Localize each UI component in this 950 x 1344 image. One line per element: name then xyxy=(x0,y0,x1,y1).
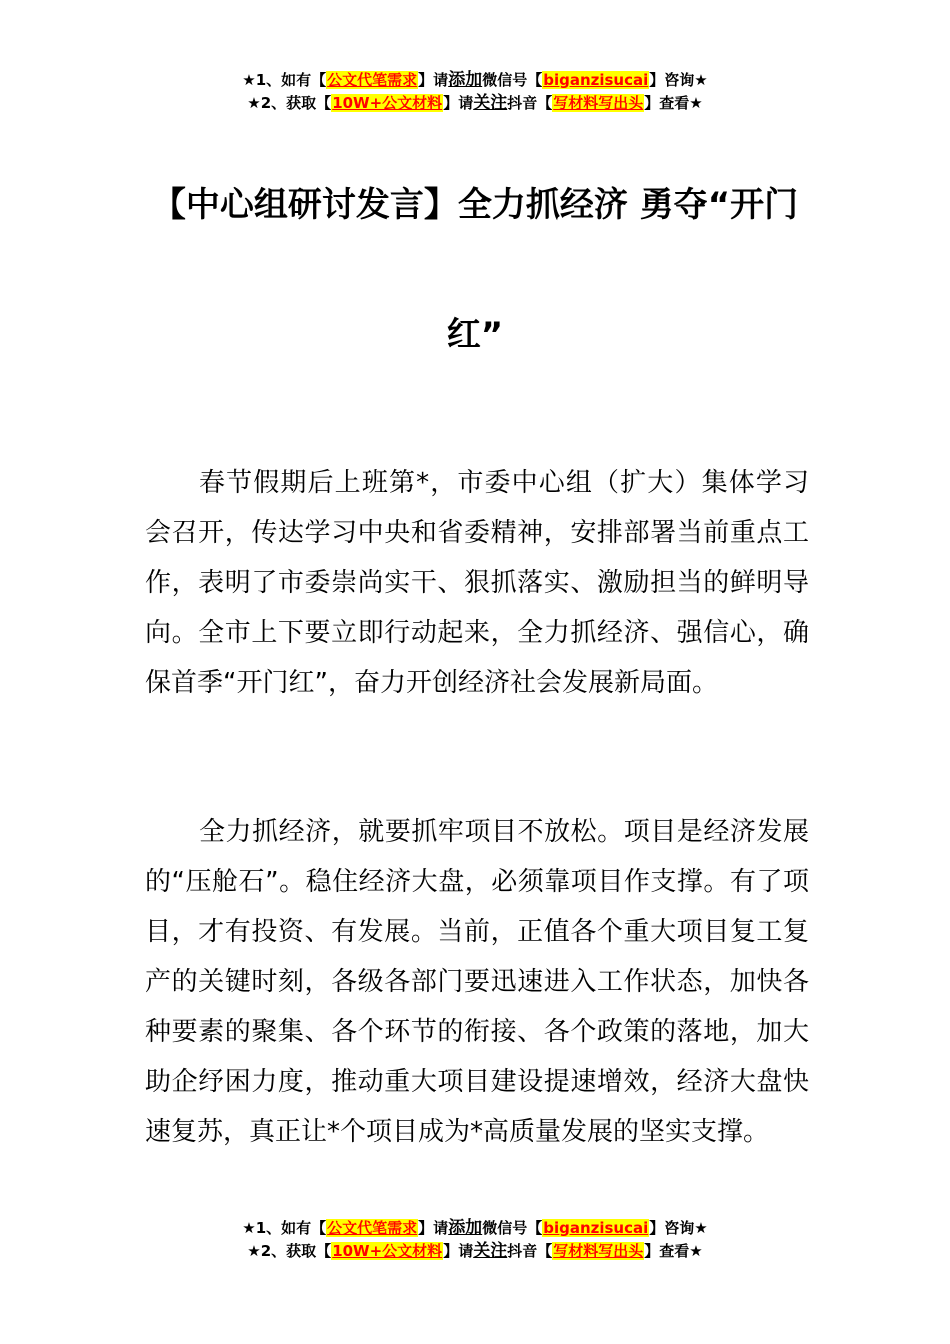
promo-highlight-service: 公文代笔需求 xyxy=(327,1219,418,1237)
document-title: 【中心组研讨发言】全力抓经济 勇夺“开门红” xyxy=(151,185,799,355)
promo-text: 】查看★ xyxy=(644,1242,703,1260)
promo-text: 】请 xyxy=(443,94,474,112)
promo-text: 】请 xyxy=(443,1242,474,1260)
promo-text: ★2、获取【 xyxy=(247,1242,332,1260)
promo-text: 微信号【 xyxy=(482,71,543,89)
body-paragraph-1: 春节假期后上班第*，市委中心组（扩大）集体学习会召开，传达学习中央和省委精神，安排部署当前重点工作，表明了市委崇尚实干、狠抓落实、激励担当的鲜明导向。全市上下要立即行动起来，全力抓经济、强信心，确保首季“开门红”，奋力开创经济社会发展新局面。 xyxy=(145,468,809,698)
promo-highlight-douyin-account: 写材料写出头 xyxy=(553,1242,644,1260)
promo-highlight-wechat-id: biganzisucai xyxy=(543,71,649,89)
promo-text: 】请 xyxy=(418,71,449,89)
promo-text: 微信号【 xyxy=(482,1219,543,1237)
promo-highlight-service: 公文代笔需求 xyxy=(327,71,418,89)
promo-text: 抖音【 xyxy=(507,94,553,112)
promo-highlight-materials: 10W+公文材料 xyxy=(332,1242,443,1260)
promo-emphasis: 添加 xyxy=(448,1218,483,1238)
promo-line-1 xyxy=(0,1217,950,1240)
promo-banner-bottom xyxy=(0,1217,950,1263)
promo-line-1 xyxy=(0,69,950,92)
promo-text: ★1、如有【 xyxy=(242,71,327,89)
promo-text: 】查看★ xyxy=(644,94,703,112)
body-paragraph-2: 全力抓经济，就要抓牢项目不放松。项目是经济发展的“压舱石”。稳住经济大盘，必须靠项目作支撑。有了项目，才有投资、有发展。当前，正值各个重大项目复工复产的关键时刻，各级各部门要迅速进入工作状态，加快各种要素的聚集、各个环节的衔接、各个政策的落地，加大助企纾困力度，推动重大项目建设提速增效，经济大盘快速复苏，真正让*个项目成为*高质量发展的坚实支撑。 xyxy=(145,817,809,1147)
promo-text: 】咨询★ xyxy=(649,71,708,89)
promo-highlight-wechat-id: biganzisucai xyxy=(543,1219,649,1237)
promo-emphasis: 关注 xyxy=(473,1241,508,1261)
promo-line-2 xyxy=(0,1240,950,1263)
promo-highlight-materials: 10W+公文材料 xyxy=(332,94,443,112)
promo-emphasis: 关注 xyxy=(473,93,508,113)
promo-text: ★2、获取【 xyxy=(247,94,332,112)
promo-banner-top xyxy=(0,69,950,115)
promo-line-2 xyxy=(0,92,950,115)
promo-emphasis: 添加 xyxy=(448,70,483,90)
promo-text: ★1、如有【 xyxy=(242,1219,327,1237)
promo-text: 】请 xyxy=(418,1219,449,1237)
promo-text: 抖音【 xyxy=(507,1242,553,1260)
promo-highlight-douyin-account: 写材料写出头 xyxy=(553,94,644,112)
promo-text: 】咨询★ xyxy=(649,1219,708,1237)
